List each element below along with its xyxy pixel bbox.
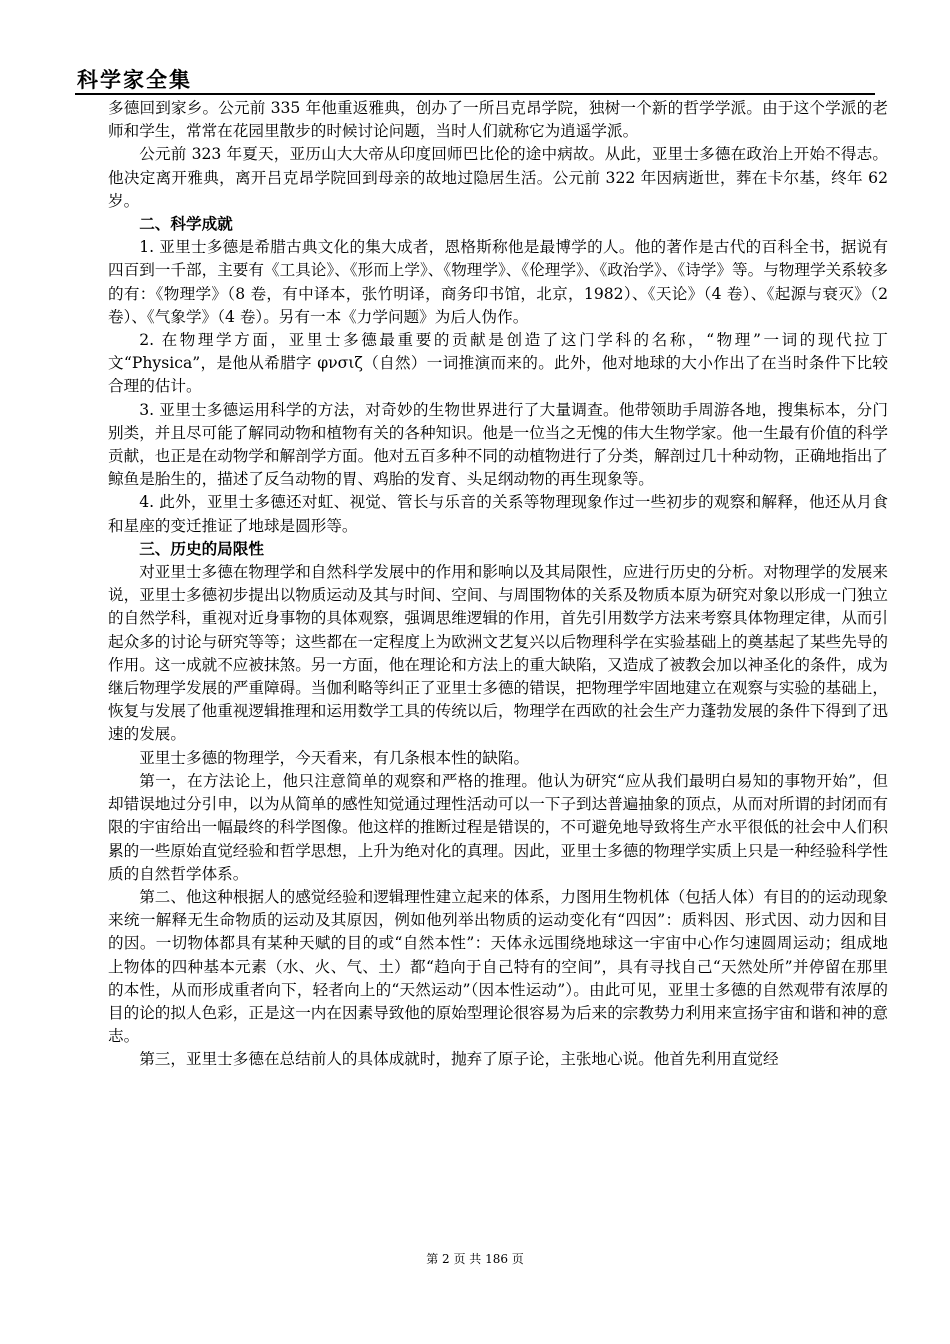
section-heading-limitations: 三、历史的局限性 (139, 539, 264, 558)
paragraph: 3. 亚里士多德运用科学的方法，对奇妙的生物世界进行了大量调查。他带领助手周游各地，搜集标本，分门别类，并且尽可能了解同动物和植物有关的各种知识。他是一位当之无愧的伟大生物学家。他一生最有价值的科学贡献，也正是在动物学和解剖学方面。他对五百多种不同的动植物进行了分类，解剖过几十种动物，正确地指出了鲸鱼是胎生的，描述了反刍动物的胃、鸡胎的发育、头足纲动物的再生现象等。 (108, 400, 888, 489)
paragraph: 1. 亚里士多德是希腊古典文化的集大成者，恩格斯称他是最博学的人。他的著作是古代的百科全书，据说有四百到一千部，主要有《工具论》、《形而上学》、《物理学》、《伦理学》、《政治学》、《诗学》等。与物理学关系较多的有：《物理学》（8 卷，有中译本，张竹明译，商务印书馆，北京，1982）、《天论》（4 卷）、《起源与衰灭》（2 卷）、《气象学》（4 卷）。另有一本《力学问题》为后人伪作。 (108, 238, 888, 326)
paragraph: 对亚里士多德在物理学和自然科学发展中的作用和影响以及其局限性，应进行历史的分析。对物理学的发展来说，亚里士多德初步提出以物质运动及其与时间、空间、与周围物体的关系及物质本原为研究对象以形成一门独立的自然学科，重视对近身事物的具体观察，强调思维逻辑的作用，首先引用数学方法来考察具体物理定律，从而引起众多的讨论与研究等等；这些都在一定程度上为欧洲文艺复兴以后物理科学在实验基础上的奠基起了某些先导的作用。这一成就不应被抹煞。另一方面，他在理论和方法上的重大缺陷，又造成了被教会加以神圣化的条件，成为继后物理学发展的严重障碍。当伽利略等纠正了亚里士多德的错误，把物理学牢固地建立在观察与实验的基础上，恢复与发展了他重视逻辑推理和运用数学工具的传统以后，物理学在西欧的社会生产力蓬勃发展的条件下得到了迅速的发展。 (108, 563, 888, 744)
paragraph: 2. 在物理学方面，亚里士多德最重要的贡献是创造了这门学科的名称，“物理”一词的现代拉丁文“Physica”，是他从希腊字 φνσιζ（自然）一词推演而来的。此外，他对地球的大小作出了在当时条件下比较合理的估计。 (108, 331, 888, 396)
paragraph: 第三，亚里士多德在总结前人的具体成就时，抛弃了原子论，主张地心说。他首先利用直觉经 (139, 1050, 779, 1069)
paragraph: 4. 此外，亚里士多德还对虹、视觉、管长与乐音的关系等物理现象作过一些初步的观察和解释，他还从月食和星座的变迁推证了地球是圆形等。 (108, 493, 888, 535)
document-body (108, 97, 888, 1072)
paragraph-continued: 多德回到家乡。公元前 335 年他重返雅典，创办了一所吕克昂学院，独树一个新的哲学学派。由于这个学派的老师和学生，常常在花园里散步的时候讨论问题，当时人们就称它为逍遥学派。 (108, 99, 888, 141)
paragraph: 第一，在方法论上，他只注意简单的观察和严格的推理。他认为研究“应从我们最明白易知的事物开始”，但却错误地过分引申，以为从简单的感性知觉通过理性活动可以一下子到达普遍抽象的顶点，从而对所谓的封闭而有限的宇宙给出一幅最终的科学图像。他这样的推断过程是错误的，不可避免地导致将生产水平很低的社会中人们积累的一些原始直觉经验和哲学思想，上升为绝对化的真理。因此，亚里士多德的物理学实质上只是一种经验科学性质的自然哲学体系。 (108, 771, 888, 883)
header-divider (75, 93, 875, 95)
paragraph: 公元前 323 年夏天，亚历山大大帝从印度回师巴比伦的途中病故。从此，亚里士多德在政治上开始不得志。他决定离开雅典，离开吕克昂学院回到母亲的故地过隐居生活。公元前 322 年因病逝世，葬在卡尔基，终年 62 岁。 (108, 145, 888, 210)
section-heading-achievements: 二、科学成就 (139, 215, 233, 234)
paragraph: 第二、他这种根据人的感觉经验和逻辑理性建立起来的体系，力图用生物机体（包括人体）有目的的运动现象来统一解释无生命物质的运动及其原因，例如他列举出物质的运动变化有“四因”：质料因、形式因、动力因和目的因。一切物体都具有某种天赋的目的或“自然本性”：天体永远围绕地球这一宇宙中心作匀速圆周运动；组成地上物体的四种基本元素（水、火、气、土）都“趋向于自己特有的空间”，具有寻找自己“天然处所”并停留在那里的本性，从而形成重者向下，轻者向上的“天然运动”（因本性运动”）。由此可见，亚里士多德的自然观带有浓厚的目的论的拟人色彩，正是这一内在因素导致他的原始型理论很容易为后来的宗教势力利用来宣扬宇宙和谐和神的意志。 (108, 887, 888, 1046)
header-title: 科学家全集 (77, 67, 192, 92)
page-footer: 第 2 页 共 186 页 (426, 1252, 524, 1266)
paragraph: 亚里士多德的物理学，今天看来，有几条根本性的缺陷。 (139, 748, 530, 767)
